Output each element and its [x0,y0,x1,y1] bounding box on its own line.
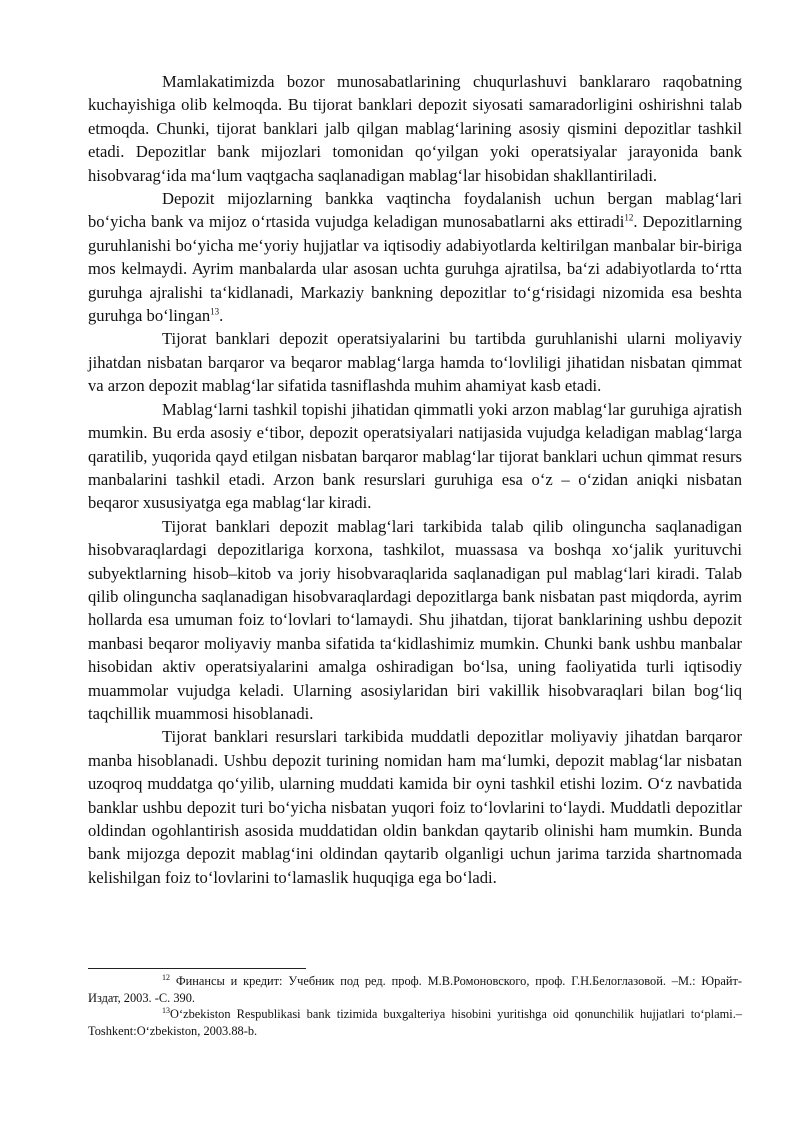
paragraph-6-text: Tijorat banklari resurslari tarkibida muddatli depozitlar moliyaviy jihatdan barqaror manba hisoblanadi. Ushbu depozit turining nomidan ham ma‘lumki, depozit mablag‘lar nisbatan uzoqroq muddatga qo‘yilib, ularning muddati kamida bir oyni tashkil etishi lozim. O‘z navbatida banklar ushbu depozit turi bo‘yicha nisbatan yuqori foiz to‘lovlarini to‘laydi. Muddatli depozitlar oldindan ogohlantirish asosida muddatidan oldin bankdan qaytarib olinishi ham mumkin. Bunda bank mijozga depozit mablag‘ini oldindan qaytarib olganligi uchun jarima tarzida shartnomada kelishilgan foiz to‘lovlarini to‘lamaslik huquqiga ega bo‘ladi. [88,727,742,887]
footnote-ref-13[interactable]: 13 [210,306,220,317]
footnote-12-text: Финансы и кредит: Учебник под ред. проф. М.В.Ромоновского, проф. Г.Н.Белоглазовой. –М.: Юрайт- Издат, 2003. -С. 390. [88,974,742,1005]
footnote-13-text: O‘zbekiston Respublikasi bank tizimida buxgalteriya hisobini yuritishga oid qonunchilik hujjatlari to‘plami.– Toshkent:O‘zbekiston, 2003.88-b. [88,1007,742,1038]
paragraph-5 [88,515,742,726]
paragraph-4 [88,398,742,515]
paragraph-1 [88,70,742,187]
paragraph-2-text: Depozit mijozlarning bankka vaqtincha foydalanish uchun bergan mablag‘lari bo‘yicha bank va mijoz o‘rtasida vujudga keladigan munosabatlarni aks ettiradi [88,189,742,232]
paragraph-3-text: Tijorat banklari depozit operatsiyalarini bu tartibda guruhlanishi ularni moliyaviy jihatdan nisbatan barqaror va beqaror mablag‘larga hamda to‘lovliligi jihatidan nisbatan qimmat va arzon depozit mablag‘lar sifatida tasniflashda muhim ahamiyat kasb etadi. [88,329,742,396]
footnote-12 [88,973,742,1006]
footnote-13 [88,1006,742,1039]
paragraph-6 [88,725,742,889]
footnote-separator [88,968,306,969]
paragraph-2-text-cont: . Depozitlarning guruhlanishi bo‘yicha me‘yoriy hujjatlar va iqtisodiy adabiyotlarda keltirilgan manbalar bir-biriga mos kelmaydi. Ayrim manbalarda ular asosan uchta guruhga ajratilsa, ba‘zi adabiyotlarda to‘rtta guruhga ajralishi ta‘kidlanadi, Markaziy bankning depozitlar to‘g‘risidagi nizomida esa beshta guruhga bo‘lingan [88,212,743,326]
document-body [88,70,742,889]
footnote-number-12: 12 [162,972,170,982]
footnote-number-13: 13 [162,1006,170,1016]
paragraph-2 [88,187,742,327]
paragraph-4-text: Mablag‘larni tashkil topishi jihatidan qimmatli yoki arzon mablag‘lar guruhiga ajratish mumkin. Bu erda asosiy e‘tibor, depozit operatsiyalari natijasida vujudga keladigan mablag‘larga qaratilib, yuqorida qayd etilgan nisbatan barqaror mablag‘lar tijorat banklari uchun qimmat resurs manbalarini tashkil etadi. Arzon bank resurslari guruhiga esa o‘z – o‘zidan aniqki nisbatan beqaror xususiyatga ega mablag‘lar kiradi. [88,399,742,513]
paragraph-5-text: Tijorat banklari depozit mablag‘lari tarkibida talab qilib olinguncha saqlanadigan hisobvaraqlardagi depozitlariga korxona, tashkilot, muassasa va boshqa xo‘jalik yurituvchi subyektlarning hisob–kitob va joriy hisobvaraqlarida saqlanadigan pul mablag‘lari kiradi. Talab qilib olinguncha saqlanadigan hisobvaraqlardagi depozitlarga bank nisbatan past miqdorda, ayrim hollarda esa umuman foiz to‘lovlari to‘lamaydi. Shu jihatdan, tijorat banklarining ushbu depozit manbasi beqaror moliyaviy manba sifatida ta‘kidlashimiz mumkin. Chunki bank ushbu manbalar hisobidan aktiv operatsiyalarini amalga oshiradigan bo‘lsa, uning faoliyatida turli iqtisodiy muammolar vujudga keladi. Ularning asosiylaridan biri vakillik hisobvaraqlari bilan bog‘liq taqchillik muammosi hisoblanadi. [88,516,742,723]
paragraph-1-text: Mamlakatimizda bozor munosabatlarining chuqurlashuvi banklararo raqobatning kuchayishiga olib kelmoqda. Bu tijorat banklari depozit siyosati samaradorligini oshirishni talab etmoqda. Chunki, tijorat banklari jalb qilgan mablag‘larining asosiy qismini depozitlar tashkil etadi. Depozitlar bank mijozlari tomonidan qo‘yilgan yoki operatsiyalar jarayonida bank hisobvarag‘ida ma‘lum vaqtgacha saqlanadigan mablag‘lar hisobidan shakllantiriladi. [88,72,742,185]
footnote-ref-12[interactable]: 12 [624,212,634,223]
paragraph-2-text-end: . [219,306,224,326]
paragraph-3 [88,327,742,397]
footnotes-section [88,968,742,1039]
